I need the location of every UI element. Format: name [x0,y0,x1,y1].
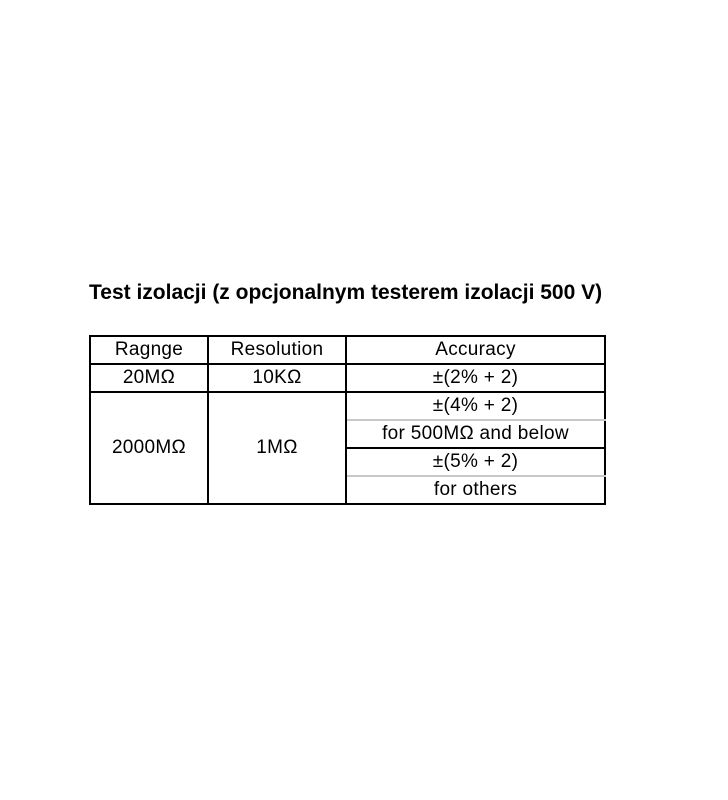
condition-cell: for others [346,476,605,504]
header-accuracy: Accuracy [346,336,605,364]
accuracy-cell: ±(2% + 2) [346,364,605,392]
resolution-cell: 1MΩ [208,392,346,504]
range-cell: 2000MΩ [90,392,208,504]
condition-cell: for 500MΩ and below [346,420,605,448]
table-header-row [90,336,605,364]
accuracy-cell: ±(4% + 2) [346,392,605,420]
range-cell: 20MΩ [90,364,208,392]
document-title: Test izolacji (z opcjonalnym testerem izolacji 500 V) [89,281,603,304]
header-range: Ragnge [90,336,208,364]
table-row [90,364,605,392]
header-resolution: Resolution [208,336,346,364]
table-row [90,392,605,420]
insulation-spec-table [89,335,606,505]
accuracy-cell: ±(5% + 2) [346,448,605,476]
resolution-cell: 10KΩ [208,364,346,392]
